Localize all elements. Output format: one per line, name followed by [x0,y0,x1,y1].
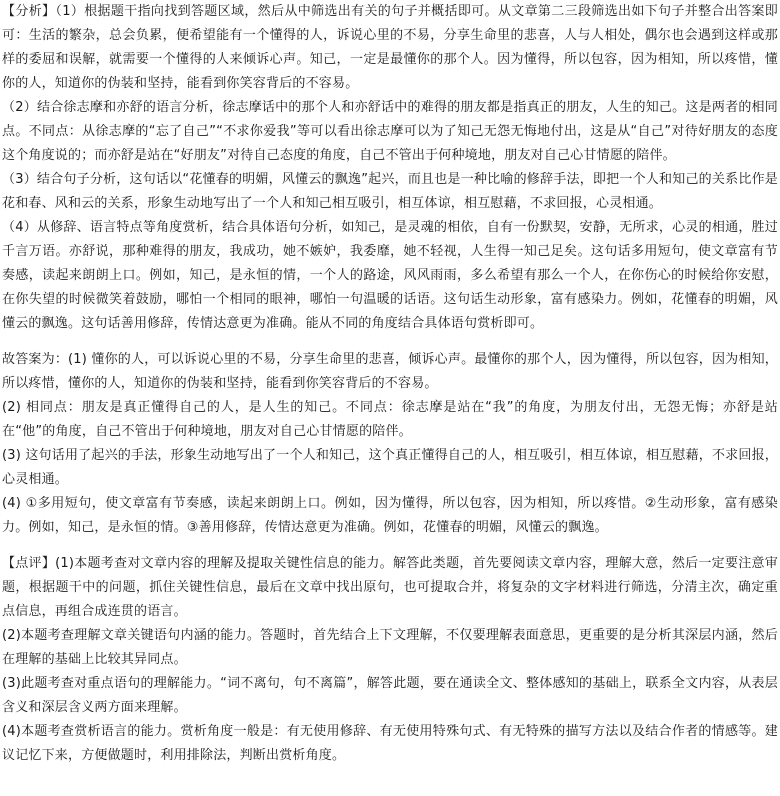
answer-paragraph-2: (2) 相同点：朋友是真正懂得自己的人，是人生的知己。不同点：徐志摩是站在“我”的角度，为朋友付出，无怨无悔；亦舒是站在“他”的角度，自己不管出于何种境地，朋友对自己心甘情愿的陪伴。 [2,400,778,439]
analysis-paragraph-4: （4）从修辞、语言特点等角度赏析，结合具体语句分析，如知己，是灵魂的相依，自有一份默契，安静，无所求，心灵的相通，胜过千言万语。亦舒说，那种难得的朋友，我成功，她不嫉妒，我委靡，她不轻视，人生得一知己足矣。这句话多用短句，使文章富有节奏感，读起来朗朗上口。例如，知己，是永恒的情，一个人的路途，风风雨雨，多么希望有那么一个人，在你伤心的时候给你安慰，在你失望的时候微笑着鼓励，哪怕一个相同的眼神，哪怕一句温暖的话语。这句话生动形象，富有感染力。例如，花懂春的明媚，风懂云的飘逸。这句话善用修辞，传情达意更为准确。能从不同的角度结合具体语句赏析即可。 [2,220,778,331]
answer-paragraph-4: (4) ①多用短句，使文章富有节奏感，读起来朗朗上口。例如，因为懂得，所以包容，因为相知，所以疼惜。②生动形象，富有感染力。例如，知己，是永恒的情。③善用修辞，传情达意更为准确。例如，花懂春的明媚，风懂云的飘逸。 [2,496,778,535]
comment-section [2,552,778,768]
section-gap [2,540,778,552]
analysis-paragraph-2: （2）结合徐志摩和亦舒的语言分析，徐志摩话中的那个人和亦舒话中的难得的朋友都是指真正的朋友，人生的知己。这是两者的相同点。不同点：从徐志摩的“忘了自己”“不求你爱我”等可以看出徐志摩可以为了知己无怨无悔地付出，这是从“自己”对待好朋友的态度这个角度说的；而亦舒是站在“好朋友”对待自己态度的角度，自己不管出于何种境地，朋友对自己心甘情愿的陪伴。 [2,100,778,163]
comment-paragraph-2: (2)本题考查理解文章关键语句内涵的能力。答题时，首先结合上下文理解，不仅要理解表面意思，更重要的是分析其深层内涵，然后在理解的基础上比较其异同点。 [2,628,778,667]
analysis-label: 【分析】 [2,4,56,19]
analysis-section [2,0,778,336]
comment-paragraph-4: (4)本题考查赏析语言的能力。赏析角度一般是：有无使用修辞、有无使用特殊句式、有无特殊的描写方法以及结合作者的情感等。建议记忆下来，方便做题时，利用排除法，判断出赏析角度。 [2,724,778,763]
answer-paragraph-1: 故答案为：(1) 懂你的人，可以诉说心里的不易，分享生命里的悲喜，倾诉心声。最懂你的那个人，因为懂得，所以包容，因为相知，所以疼惜，懂你的人，知道你的伪装和坚持，能看到你笑容背后的不容易。 [2,352,778,391]
answer-paragraph-3: (3) 这句话用了起兴的手法，形象生动地写出了一个人和知己，这个真正懂得自己的人，相互吸引，相互体谅，相互慰藉，不求回报，心灵相通。 [2,448,778,487]
analysis-paragraph-3: （3）结合句子分析，这句话以“花懂春的明媚，风懂云的飘逸”起兴，而且也是一种比喻的修辞手法，即把一个人和知己的关系比作是花和春、风和云的关系，形象生动地写出了一个人和知己相互吸引，相互体谅，相互慰藉，不求回报，心灵相通。 [2,172,778,211]
comment-paragraph-1: 【点评】(1)本题考查对文章内容的理解及提取关键性信息的能力。解答此类题，首先要阅读文章内容，理解大意，然后一定要注意审题，根据题干中的问题，抓住关键性信息，最后在文章中找出原句，也可提取合并，将复杂的文字材料进行筛选，分清主次，确定重点信息，再组合成连贯的语言。 [2,556,778,619]
answer-section [2,348,778,540]
analysis-paragraph-1: 【分析】（1）根据题干指向找到答题区域，然后从中筛选出有关的句子并概括即可。从文章第二三段筛选出如下句子并整合出答案即可：生活的繁杂，总会负累，便希望能有一个懂得的人，诉说心里的不易，分享生命里的悲喜，人与人相处，偶尔也会遇到这样或那样的委屈和误解，就需要一个懂得的人来倾诉心声。知己，一定是最懂你的那个人。因为懂得，所以包容，因为相知，所以疼惜，懂你的人，知道你的伪装和坚持，能看到你笑容背后的不容易。 [2,4,778,91]
comment-paragraph-3: (3)此题考查对重点语句的理解能力。“词不离句，句不离篇”，解答此题，要在通读全文、整体感知的基础上，联系全文内容，从表层含义和深层含义两方面来理解。 [2,676,778,715]
section-gap [2,336,778,348]
